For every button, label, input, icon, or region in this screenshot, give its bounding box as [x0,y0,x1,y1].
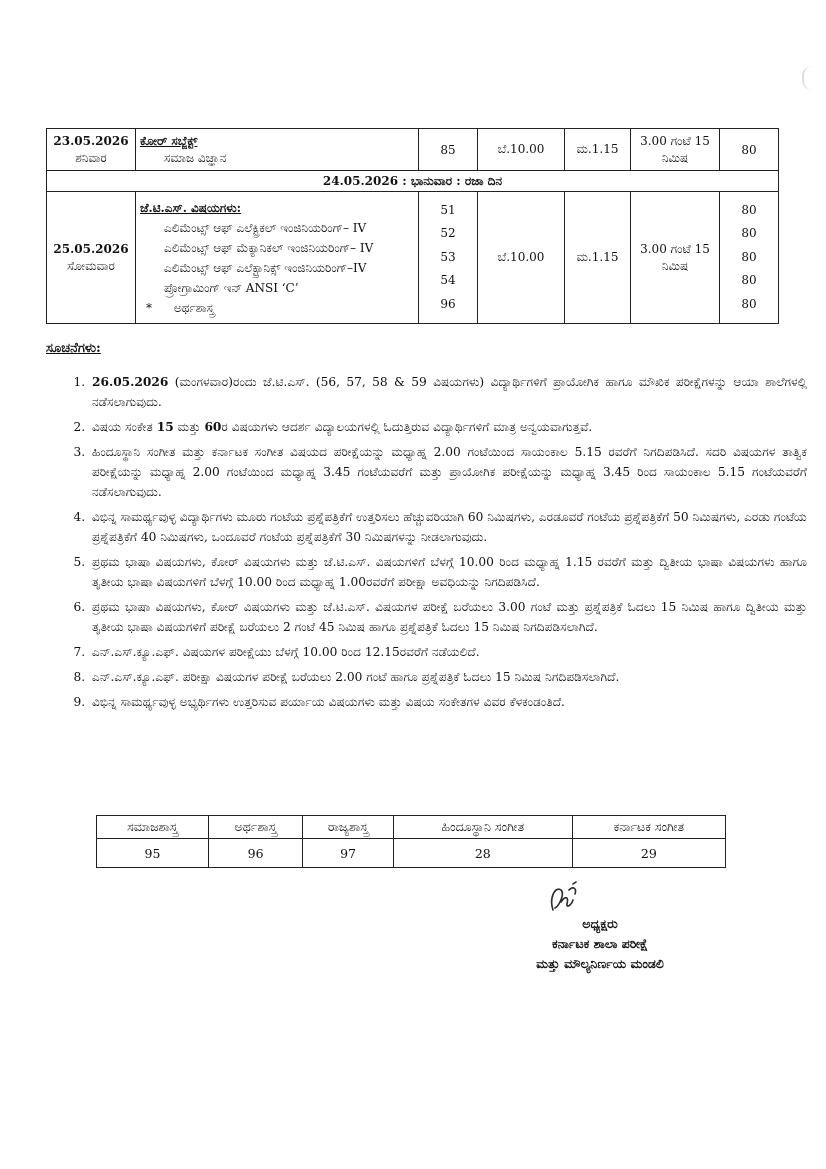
instruction-text: ರ ವಿಷಯಗಳು ಆದರ್ಶ ವಿದ್ಯಾಲಯಗಳಲ್ಲಿ ಓದುತ್ತಿರುವ ವಿದ್ಯಾರ್ಥಿಗಳಿಗೆ ಮಾತ್ರ ಅನ್ವಯವಾಗುತ್ತವೆ. [221,420,593,434]
subject-name [140,298,414,318]
subject-name: ಎಲಿಮೆಂಟ್ಸ್ ಆಫ್ ಮೆಕ್ಯಾನಿಕಲ್ ಇಂಜಿನಿಯರಿಂಗ್– IV [164,240,374,255]
schedule-row [47,129,779,171]
codes-header: ಹಿಂದೂಸ್ಥಾನಿ ಸಂಗೀತ [393,816,572,839]
exam-day: ಸೋಮವಾರ [67,258,115,273]
instruction-item [89,417,807,437]
subject-name: ಪ್ರೋಗ್ರಾಮಿಂಗ್ ಇನ್ ANSI ‘C’ [164,280,299,295]
codes-value: 97 [303,839,394,868]
instruction-item: 3. ಹಿಂದೂಸ್ಥಾನಿ ಸಂಗೀತ ಮತ್ತು ಕರ್ನಾಟಕ ಸಂಗೀತ ವಿಷಯದ ಪರೀಕ್ಷೆಯನ್ನು ಮಧ್ಯಾಹ್ನ 2.00 ಗಂಟೆಯಿಂದ ಸಾಯಂಕಾಲ 5.15 ರವರೆಗೆ ನಿಗದಿಪಡಿಸಿದೆ. ಸದರಿ ವಿಷಯಗಳ ತಾತ್ವಿಕ ಪರೀಕ್ಷೆಯನ್ನು ಮಧ್ಯಾಹ್ನ 2.00 ಗಂಟೆಯಿಂದ ಮಧ್ಯಾಹ್ನ 3.45 ಗಂಟೆಯವರೆಗೆ ಮತ್ತು ಪ್ರಾಯೋಗಿಕ ಪರೀಕ್ಷೆಯನ್ನು ಮಧ್ಯಾಹ್ನ 3.45 ರಿಂದ ಸಾಯಂಕಾಲ 5.15 ಗಂಟೆಯವರೆಗೆ ನಡೆಸಲಾಗುವುದು. [89,442,807,502]
instruction-item: 4. ವಿಭಿನ್ನ ಸಾಮರ್ಥ್ಯವುಳ್ಳ ವಿದ್ಯಾರ್ಥಿಗಳು ಮೂರು ಗಂಟೆಯ ಪ್ರಶ್ನೆಪತ್ರಿಕೆಗೆ ಉತ್ತರಿಸಲು ಹೆಚ್ಚುವರಿಯಾಗಿ 60 ನಿಮಿಷಗಳು, ಎರಡೂವರೆ ಗಂಟೆಯ ಪ್ರಶ್ನೆಪತ್ರಿಕೆಗೆ 50 ನಿಮಿಷಗಳು, ಎರಡು ಗಂಟೆಯ ಪ್ರಶ್ನೆಪತ್ರಿಕೆಗೆ 40 ನಿಮಿಷಗಳು, ಒಂದೂವರೆ ಗಂಟೆಯ ಪ್ರಶ್ನೆಪತ್ರಿಕೆಗೆ 30 ನಿಮಿಷಗಳನ್ನು ನೀಡಲಾಗುವುದು. [89,507,807,547]
exam-date-cell [47,129,136,171]
end-time: ಮ.1.15 [565,192,631,324]
signatory-block [500,914,700,974]
instruction-item [89,372,807,412]
instruction-text: (ಮಂಗಳವಾರ)ರಂದು ಜೆ.ಟಿ.ಎಸ್. (56, 57, 58 & 59 ವಿಷಯಗಳು) ವಿದ್ಯಾರ್ಥಿಗಳಿಗೆ ಪ್ರಾಯೋಗಿಕ ಹಾಗೂ ಮೌಖಿಕ ಪರೀಕ್ಷೆಗಳನ್ನು ಆಯಾ ಶಾಲೆಗಳಲ್ಲಿ ನಡೆಸಲಾಗುವುದು. [92,375,807,409]
end-time: ಮ.1.15 [565,129,631,171]
codes-header: ಕರ್ನಾಟಕ ಸಂಗೀತ [572,816,725,839]
subject-heading: ಕೋರ್ ಸಬ್ಜೆಕ್ಟ್ [140,133,198,148]
subject-cell [136,192,419,324]
subject-code: 85 [419,129,478,171]
max-marks-list [720,192,779,324]
codes-header: ಅರ್ಥಶಾಸ್ತ್ರ [209,816,303,839]
exam-date: 23.05.2026 [53,133,129,148]
codes-value: 95 [97,839,209,868]
max-marks: 80 [741,273,757,288]
signatory-title: ಅಧ್ಯಕ್ಷರು [582,916,618,931]
max-marks: 80 [720,129,779,171]
duration: 3.00 ಗಂಟೆ 15 ನಿಮಿಷ [631,129,720,171]
subject-code: 52 [440,226,456,241]
signatory-org: ಮತ್ತು ಮೌಲ್ಯನಿರ್ಣಯ ಮಂಡಲಿ [536,956,664,971]
instruction-code: 15 [156,420,174,434]
instructions-title: ಸೂಚನೆಗಳು: [46,341,101,356]
max-marks: 80 [741,202,757,217]
subject-code: 53 [440,249,456,264]
subject-heading: ಜೆ.ಟಿ.ಎಸ್. ವಿಷಯಗಳು: [140,200,242,215]
exam-day: ಶನಿವಾರ [75,150,107,165]
codes-value: 29 [572,839,725,868]
instruction-text: ವಿಷಯ ಸಂಕೇತ [92,420,157,434]
subject-cell [136,129,419,171]
subject-name: ಎಲಿಮೆಂಟ್ಸ್ ಆಫ್ ಎಲೆಕ್ಟ್ರಿಕಲ್ ಇಂಜಿನಿಯರಿಂಗ್– IV [164,220,367,235]
instruction-date: 26.05.2026 [92,375,169,389]
instruction-item: 6. ಪ್ರಥಮ ಭಾಷಾ ವಿಷಯಗಳು, ಕೋರ್ ವಿಷಯಗಳು ಮತ್ತು ಜೆ.ಟಿ.ಎಸ್. ವಿಷಯಗಳ ಪರೀಕ್ಷೆ ಬರೆಯಲು 3.00 ಗಂಟೆ ಮತ್ತು ಪ್ರಶ್ನೆಪತ್ರಿಕೆ ಓದಲು 15 ನಿಮಿಷ ಹಾಗೂ ದ್ವಿತೀಯ ಮತ್ತು ತೃತೀಯ ಭಾಷಾ ವಿಷಯಗಳಿಗೆ ಪರೀಕ್ಷೆ ಬರೆಯಲು 2 ಗಂಟೆ 45 ನಿಮಿಷ ಹಾಗೂ ಪ್ರಶ್ನೆಪತ್ರಿಕೆ ಓದಲು 15 ನಿಮಿಷ ನಿಗದಿಪಡಿಸಲಾಗಿದೆ. [89,597,807,637]
instruction-text: ಮತ್ತು [173,420,205,434]
codes-value-row [97,839,726,868]
holiday-label: 24.05.2026 : ಭಾನುವಾರ : ರಜಾ ದಿನ [47,171,779,192]
max-marks: 80 [741,296,757,311]
subject-code: 96 [440,296,456,311]
subject-code: 54 [440,273,456,288]
start-time: ಬೆ.10.00 [478,129,565,171]
instruction-code: 60 [204,420,222,434]
codes-header: ಸಮಾಜಶಾಸ್ತ್ರ [97,816,209,839]
alternate-subject-codes-table [96,815,726,868]
instruction-item: 9. ವಿಭಿನ್ನ ಸಾಮರ್ಥ್ಯವುಳ್ಳ ಅಭ್ಯರ್ಥಿಗಳು ಉತ್ತರಿಸುವ ಪರ್ಯಾಯ ವಿಷಯಗಳು ಮತ್ತು ವಿಷಯ ಸಂಕೇತಗಳ ವಿವರ ಕೆಳಕಂಡಂತಿದೆ. [89,692,807,712]
instruction-item: 5. ಪ್ರಥಮ ಭಾಷಾ ವಿಷಯಗಳು, ಕೋರ್ ವಿಷಯಗಳು ಮತ್ತು ಜೆ.ಟಿ.ಎಸ್. ವಿಷಯಗಳಿಗೆ ಬೆಳಗ್ಗೆ 10.00 ರಿಂದ ಮಧ್ಯಾಹ್ನ 1.15 ರವರೆಗೆ ಮತ್ತು ದ್ವಿತೀಯ ಭಾಷಾ ವಿಷಯಗಳು ಹಾಗೂ ತೃತೀಯ ಭಾಷಾ ವಿಷಯಗಳಿಗೆ ಬೆಳಗ್ಗೆ 10.00 ರಿಂದ ಮಧ್ಯಾಹ್ನ 1.00ರವರೆಗೆ ಪರೀಕ್ಷಾ ಅವಧಿಯನ್ನು ನಿಗದಿಪಡಿಸಿದೆ. [89,552,807,592]
exam-date: 25.05.2026 [53,241,129,256]
subject-code: 51 [440,202,456,217]
schedule-row [47,192,779,324]
codes-value: 28 [393,839,572,868]
subject-name: ಸಮಾಜ ವಿಜ್ಞಾನ [164,150,227,165]
duration: 3.00 ಗಂಟೆ 15 ನಿಮಿಷ [631,192,720,324]
codes-value: 96 [209,839,303,868]
codes-header-row [97,816,726,839]
subject-name-text: ಅರ್ಥಶಾಸ್ತ್ರ [173,300,215,315]
signatory-org: ಕರ್ನಾಟಕ ಶಾಲಾ ಪರೀಕ್ಷೆ [551,936,648,951]
codes-header: ರಾಜ್ಯಶಾಸ್ತ್ರ [303,816,394,839]
signature-scribble [543,880,583,916]
scan-artifact [802,66,818,90]
max-marks: 80 [741,226,757,241]
subject-name: ಎಲಿಮೆಂಟ್ಸ್ ಆಫ್ ಎಲೆಕ್ಟ್ರಾನಿಕ್ಸ್ ಇಂಜಿನಿಯರಿಂಗ್–IV [164,260,367,275]
subject-codes [419,192,478,324]
exam-date-cell [47,192,136,324]
instruction-item: 7. ಎನ್.ಎಸ್.ಕ್ಯೂ.ಎಫ್. ವಿಷಯಗಳ ಪರೀಕ್ಷೆಯು ಬೆಳಗ್ಗೆ 10.00 ರಿಂದ 12.15ರವರೆಗೆ ನಡೆಯಲಿದೆ. [89,642,807,662]
start-time: ಬೆ.10.00 [478,192,565,324]
exam-schedule-table [46,128,779,324]
instruction-item: 8. ಎನ್.ಎಸ್.ಕ್ಯೂ.ಎಫ್. ಪರೀಕ್ಷಾ ವಿಷಯಗಳ ಪರೀಕ್ಷೆ ಬರೆಯಲು 2.00 ಗಂಟೆ ಹಾಗೂ ಪ್ರಶ್ನೆಪತ್ರಿಕೆ ಓದಲು 15 ನಿಮಿಷ ನಿಗದಿಪಡಿಸಲಾಗಿದೆ. [89,667,807,687]
holiday-row [47,171,779,192]
instructions-list [46,372,807,717]
asterisk-mark: * [146,300,152,315]
max-marks: 80 [741,249,757,264]
